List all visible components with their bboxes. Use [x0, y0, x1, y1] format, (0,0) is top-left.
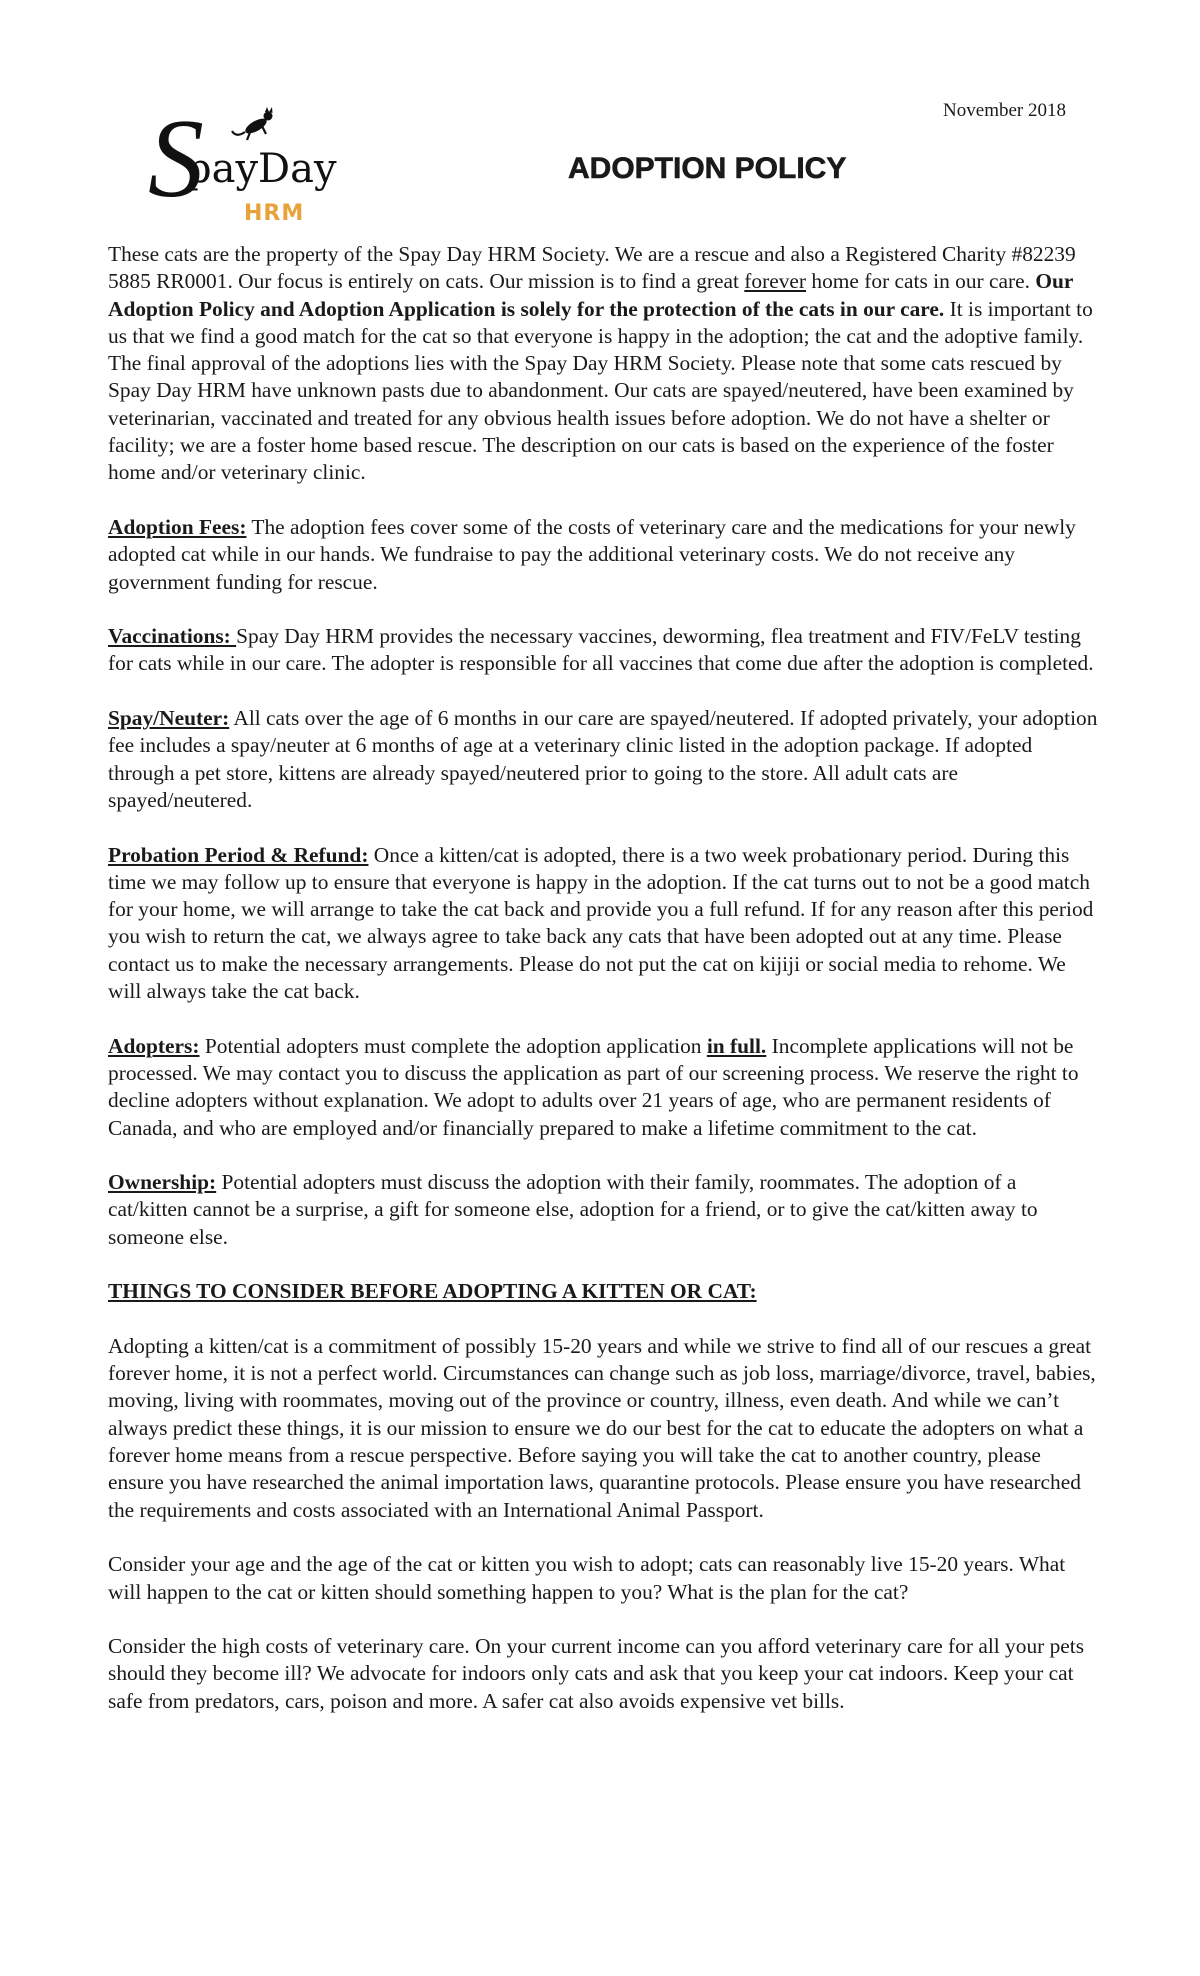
section-label: Vaccinations:: [108, 624, 237, 649]
in-full-emphasis: in full.: [706, 1033, 767, 1058]
logo-initial: S: [148, 104, 204, 221]
forever-underlined: forever: [744, 269, 807, 294]
section-vaccinations: Vaccinations: Spay Day HRM provides the necessary vaccines, deworming, flea treatment and FIV/FeLV testing for cats while in our care. The adopter is responsible for all vaccines that come due after the adoption is completed.: [108, 624, 1094, 676]
intro-bold-statement: Our Adoption Policy and Adoption Application is solely for the protection of the cats in our care.: [108, 269, 1073, 321]
section-label: Adopters:: [108, 1033, 200, 1058]
section-label: Spay/Neuter:: [108, 706, 230, 731]
section-spay-neuter: Spay/Neuter: All cats over the age of 6 months in our care are spayed/neutered. If adopted privately, your adoption fee includes a spay/neuter at 6 months of age at a veterinary clinic listed in the adoption package. If adopted through a pet store, kittens are already spayed/neutered prior to going to the store. All adult cats are spayed/neutered.: [108, 706, 1098, 812]
section-ownership: Ownership: Potential adopters must discuss the adoption with their family, roommates. The adoption of a cat/kitten cannot be a surprise, a gift for someone else, adoption for a friend, or to give the cat/kitten away to someone else.: [108, 1170, 1038, 1249]
spay-day-logo: [148, 104, 358, 232]
section-adopters: Adopters: Potential adopters must complete the adoption application in full. Incomplete applications will not be processed. We may contact you to discuss the application as part of our screening process. We reserve the right to decline adopters without explanation. We adopt to adults over 21 years of age, who are permanent residents of Canada, and who are employed and/or financially prepared to make a lifetime commitment to the cat.: [108, 1033, 1079, 1140]
consider-paragraph-3: Consider the high costs of veterinary care. On your current income can you afford veterinary care for all your pets should they become ill? We advocate for indoors only cats and ask that you keep your cat indoors. Keep your cat safe from predators, cars, poison and more. A safer cat also avoids expensive vet bills.: [108, 1634, 1085, 1713]
section-probation-refund: Probation Period & Refund: Once a kitten/cat is adopted, there is a two week probationary period. During this time we may follow up to ensure that everyone is happy in the adoption. If the cat turns out to not be a good match for your home, we will arrange to take the cat back and provide you a full refund. If for any reason after this period you wish to return the cat, we always agree to take back any cats that have been adopted out at any time. Please contact us to make the necessary arrangements. Please do not put the cat on kijiji or social media to rehome. We will always take the cat back.: [108, 842, 1094, 1004]
section-label: Adoption Fees:: [108, 514, 247, 539]
consider-paragraph-1: Adopting a kitten/cat is a commitment of possibly 15-20 years and while we strive to find all of our rescues a great forever home, it is not a perfect world. Circumstances can change such as job loss, marriage/divorce, travel, babies, moving, living with roommates, moving out of the province or country, illness, even death. And while we can’t always predict these things, it is our mission to ensure we do our best for the cat to educate the adopters on what a forever home means from a rescue perspective. Before saying you will take the cat to another country, please ensure you have researched the animal importation laws, quarantine protocols. Please ensure you have researched the requirements and costs associated with an International Animal Passport.: [108, 1333, 1096, 1522]
consider-heading: THINGS TO CONSIDER BEFORE ADOPTING A KITTEN OR CAT:: [108, 1279, 757, 1304]
page-title: ADOPTION POLICY: [568, 152, 847, 185]
intro-paragraph: These cats are the property of the Spay Day HRM Society. We are a rescue and also a Registered Charity #82239 5885 RR0001. Our focus is entirely on cats. Our mission is to find a great forever home for cats in our care. Our Adoption Policy and Adoption Application is solely for the protection of the cats in our care. It is important to us that we find a good match for the cat so that everyone is happy in the adoption; the cat and the adoptive family. The final approval of the adoptions lies with the Spay Day HRM Society. Please note that some cats rescued by Spay Day HRM have unknown pasts due to abandonment. Our cats are spayed/neutered, have been examined by veterinarian, vaccinated and treated for any obvious health issues before adoption. We do not have a shelter or facility; we are a foster home based rescue. The description on our cats is based on the experience of the foster home and/or veterinary clinic.: [108, 242, 1093, 485]
section-label: Ownership:: [108, 1170, 217, 1195]
logo-wordmark: payDay: [186, 146, 337, 192]
logo-subtitle: HRM: [244, 201, 305, 226]
section-label: Probation Period & Refund:: [108, 842, 369, 867]
consider-paragraph-2: Consider your age and the age of the cat or kitten you wish to adopt; cats can reasonably live 15-20 years. What will happen to the cat or kitten should something happen to you? What is the plan for the cat?: [108, 1552, 1066, 1604]
document-date: November 2018: [943, 100, 1066, 121]
cat-icon: [232, 107, 273, 140]
section-adoption-fees: Adoption Fees: The adoption fees cover some of the costs of veterinary care and the medications for your newly adopted cat while in our hands. We fundraise to pay the additional veterinary costs. We do not receive any government funding for rescue.: [108, 514, 1076, 594]
document-body: [108, 241, 1098, 1742]
